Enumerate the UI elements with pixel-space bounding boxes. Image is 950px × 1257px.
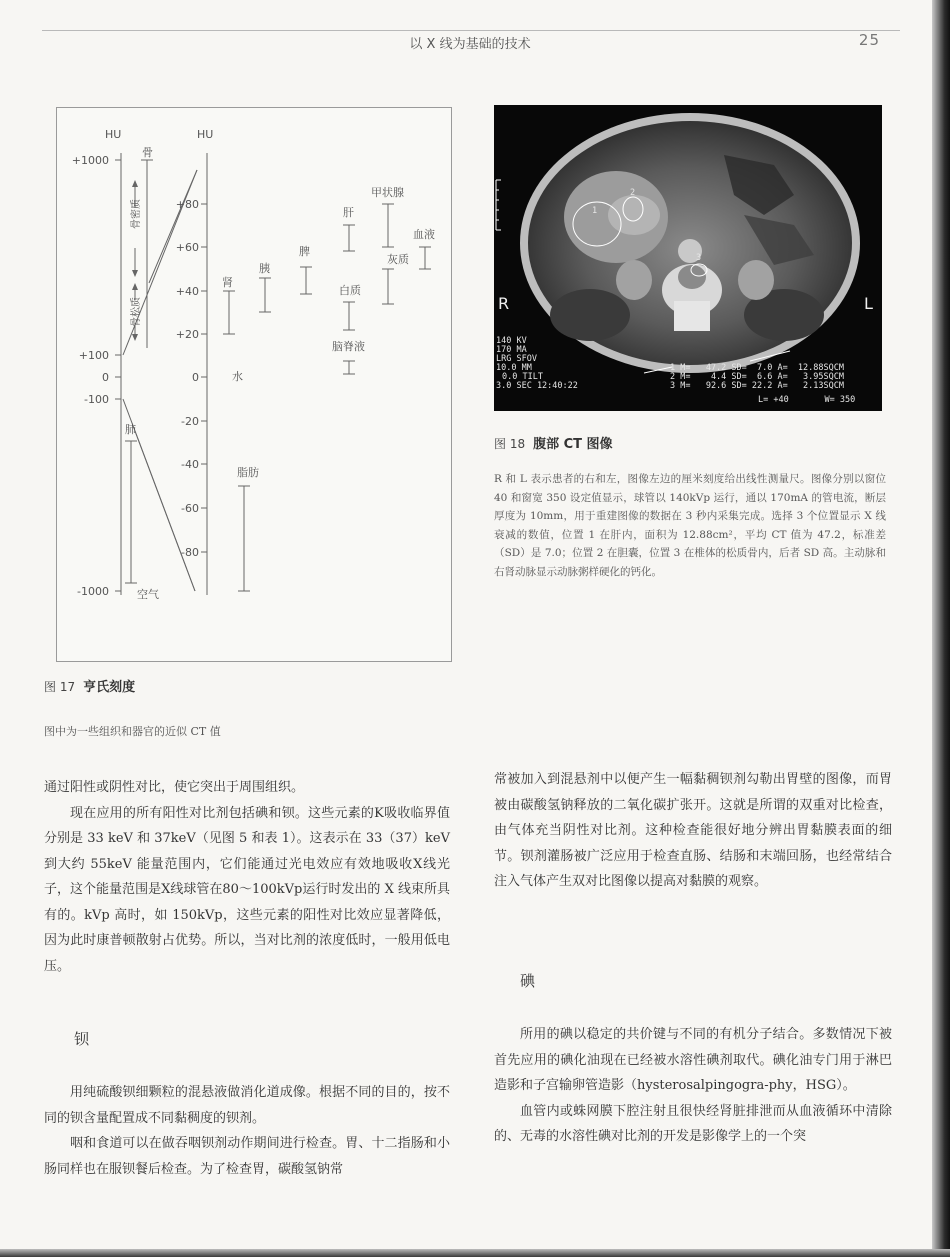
right-column-top	[494, 767, 892, 895]
ct-param-thickness: 10.0 MM	[496, 363, 532, 373]
label-white-matter: 白质	[339, 284, 361, 297]
axis1-label: HU	[105, 128, 122, 141]
ct-param-ma: 170 MA	[496, 345, 527, 355]
label-spongy-bone: 骨松质	[131, 297, 142, 327]
page-edge-shadow	[932, 0, 950, 1257]
label-kidney: 肾	[222, 276, 233, 289]
label-fat: 脂肪	[237, 466, 259, 479]
tick-plus-80: +80	[175, 198, 199, 211]
right-paragraph-2: 所用的碘以稳定的共价键与不同的有机分子结合。多数情况下被首先应用的碘化油现在已经被水溶性碘剂取代。碘化油专门用于淋巴造影和子宫输卵管造影（hysterosalpingogra-phy，HSG）。	[494, 1027, 892, 1093]
tick-plus-60: +60	[175, 241, 199, 254]
figure17-number: 图 17	[44, 680, 76, 694]
ct-measure-1: 1 M= 47.2 SD= 7.0 A= 12.88SQCM	[670, 363, 844, 373]
label-bone: 骨	[142, 146, 153, 159]
figure17-description: 图中为一些组织和器官的近似 CT 值	[44, 725, 221, 738]
tick-minus-60: -60	[181, 502, 199, 515]
roi-label-1: 1	[592, 206, 598, 216]
figure17-caption	[44, 676, 135, 695]
tick-plus-1000: +1000	[71, 154, 109, 167]
ct-param-tilt: 0.0 TILT	[502, 372, 543, 382]
right-column-bottom	[494, 1022, 892, 1150]
tick-0-right: 0	[192, 371, 199, 384]
ct-param-sfov: LRG SFOV	[496, 354, 537, 364]
ct-window: L= +40 W= 350	[758, 395, 856, 405]
tick-minus-20: -20	[181, 415, 199, 428]
figure18-description: R 和 L 表示患者的右和左，图像左边的厘米刻度给出线性测量尺。图像分别以窗位 40 和窗宽 350 设定值显示，球管以 140kVp 运行，通以 170mA 的管电流，断层厚度为 10mm，用于重建图像的数据在 3 秒内采集完成。选择 3 个位置显示 X 线衰减的数值，位置 1 在肝内，面积为 12.88cm²，平均 CT 值为 47.2，标准差（SD）是 7.0；位置 2 在胆囊，位置 3 在椎体的松质骨内，后者 SD 高。主动脉和右肾动脉显示动脉粥样硬化的钙化。	[494, 473, 886, 578]
ct-measure-2: 2 M= 4.4 SD= 6.6 A= 3.95SQCM	[670, 372, 844, 382]
label-dense-bone: 骨密质	[131, 199, 142, 229]
label-air: 空气	[137, 588, 159, 601]
hounsfield-scale-diagram	[57, 108, 451, 661]
ct-measure-3: 3 M= 92.6 SD= 22.2 A= 2.13SQCM	[670, 381, 844, 391]
ct-side-left: L	[864, 294, 873, 313]
figure18-number: 图 18	[494, 437, 526, 451]
left-paragraph-3: 用纯硫酸钡细颗粒的混悬液做消化道成像。根据不同的目的，按不同的钡含量配置成不同黏稠度的钡剂。	[44, 1085, 450, 1126]
tick-plus-40: +40	[175, 285, 199, 298]
right-paragraph-3: 血管内或蛛网膜下腔注射且很快经肾脏排泄而从血液循环中清除的、无毒的水溶性碘对比剂的开发是影像学上的一个突	[494, 1103, 892, 1144]
tick-minus-100: -100	[84, 393, 109, 406]
figure18-caption	[494, 433, 613, 452]
label-blood: 血液	[413, 228, 435, 241]
label-water: 水	[232, 370, 243, 383]
figure17-title: 亨氏刻度	[83, 680, 136, 695]
tick-minus-40: -40	[181, 458, 199, 471]
ct-param-time: 3.0 SEC 12:40:22	[496, 381, 578, 391]
label-pancreas: 胰	[259, 262, 270, 275]
page-bottom-shadow	[0, 1249, 950, 1257]
label-gray-matter: 灰质	[387, 253, 409, 266]
label-thyroid: 甲状腺	[371, 186, 404, 199]
label-spleen: 脾	[299, 245, 310, 258]
label-csf: 脑脊液	[332, 340, 365, 353]
left-paragraph-2: 现在应用的所有阳性对比剂包括碘和钡。这些元素的K吸收临界值分别是 33 keV 和 37keV（见图 5 和表 1）。这表示在 33（37）keV 到大约 55keV 能量范围内，它们能通过光电效应有效地吸收X线光子，这个能量范围是X线球管在80～100kVp运行时发出的 X 线束所具有的。kVp 高时，如 150kVp，这些元素的阳性对比效应显著降低，因为此时康普顿散射占优势。所以，当对比剂的浓度低时，一般用低电压。	[44, 805, 450, 974]
running-header: 以 X 线为基础的技术	[409, 37, 531, 52]
tick-plus-20: +20	[175, 328, 199, 341]
heading-iodine: 碘	[520, 972, 536, 990]
figure18-title: 腹部 CT 图像	[533, 437, 613, 452]
axis2-label: HU	[197, 128, 214, 141]
ct-scan-picture	[494, 105, 882, 411]
header-rule	[42, 30, 900, 31]
left-column-top	[44, 775, 450, 979]
roi-label-3: 3	[696, 253, 702, 263]
right-paragraph-1: 常被加入到混悬剂中以便产生一幅黏稠钡剂勾勒出胃壁的图像，而胃被由碳酸氢钠释放的二氧化碳扩张开。这就是所谓的双重对比检查，由气体充当阴性对比剂。这种检查能很好地分辨出胃黏膜表面的细节。钡剂灌肠被广泛应用于检查直肠、结肠和末端回肠，也经常结合注入气体产生双对比图像以提高对黏膜的观察。	[494, 772, 892, 889]
tick-minus-1000: -1000	[77, 585, 109, 598]
ct-param-kv: 140 KV	[496, 336, 527, 346]
roi-label-2: 2	[630, 188, 636, 198]
left-paragraph-1: 通过阳性或阴性对比，使它突出于周围组织。	[44, 780, 305, 795]
tick-plus-100: +100	[78, 349, 109, 362]
label-liver: 肝	[343, 206, 354, 219]
abdominal-ct-image	[494, 105, 882, 411]
label-lung: 肺	[125, 423, 136, 436]
hounsfield-scale-figure	[56, 107, 452, 662]
left-column-bottom	[44, 1080, 450, 1182]
heading-barium: 钡	[74, 1030, 90, 1048]
tick-minus-80: -80	[181, 546, 199, 559]
page-number: 25	[858, 31, 880, 49]
left-paragraph-4: 咽和食道可以在做吞咽钡剂动作期间进行检查。胃、十二指肠和小肠同样也在服钡餐后检查。为了检查胃，碳酸氢钠常	[44, 1136, 450, 1177]
ct-side-right: R	[498, 294, 510, 313]
tick-0-left: 0	[102, 371, 109, 384]
